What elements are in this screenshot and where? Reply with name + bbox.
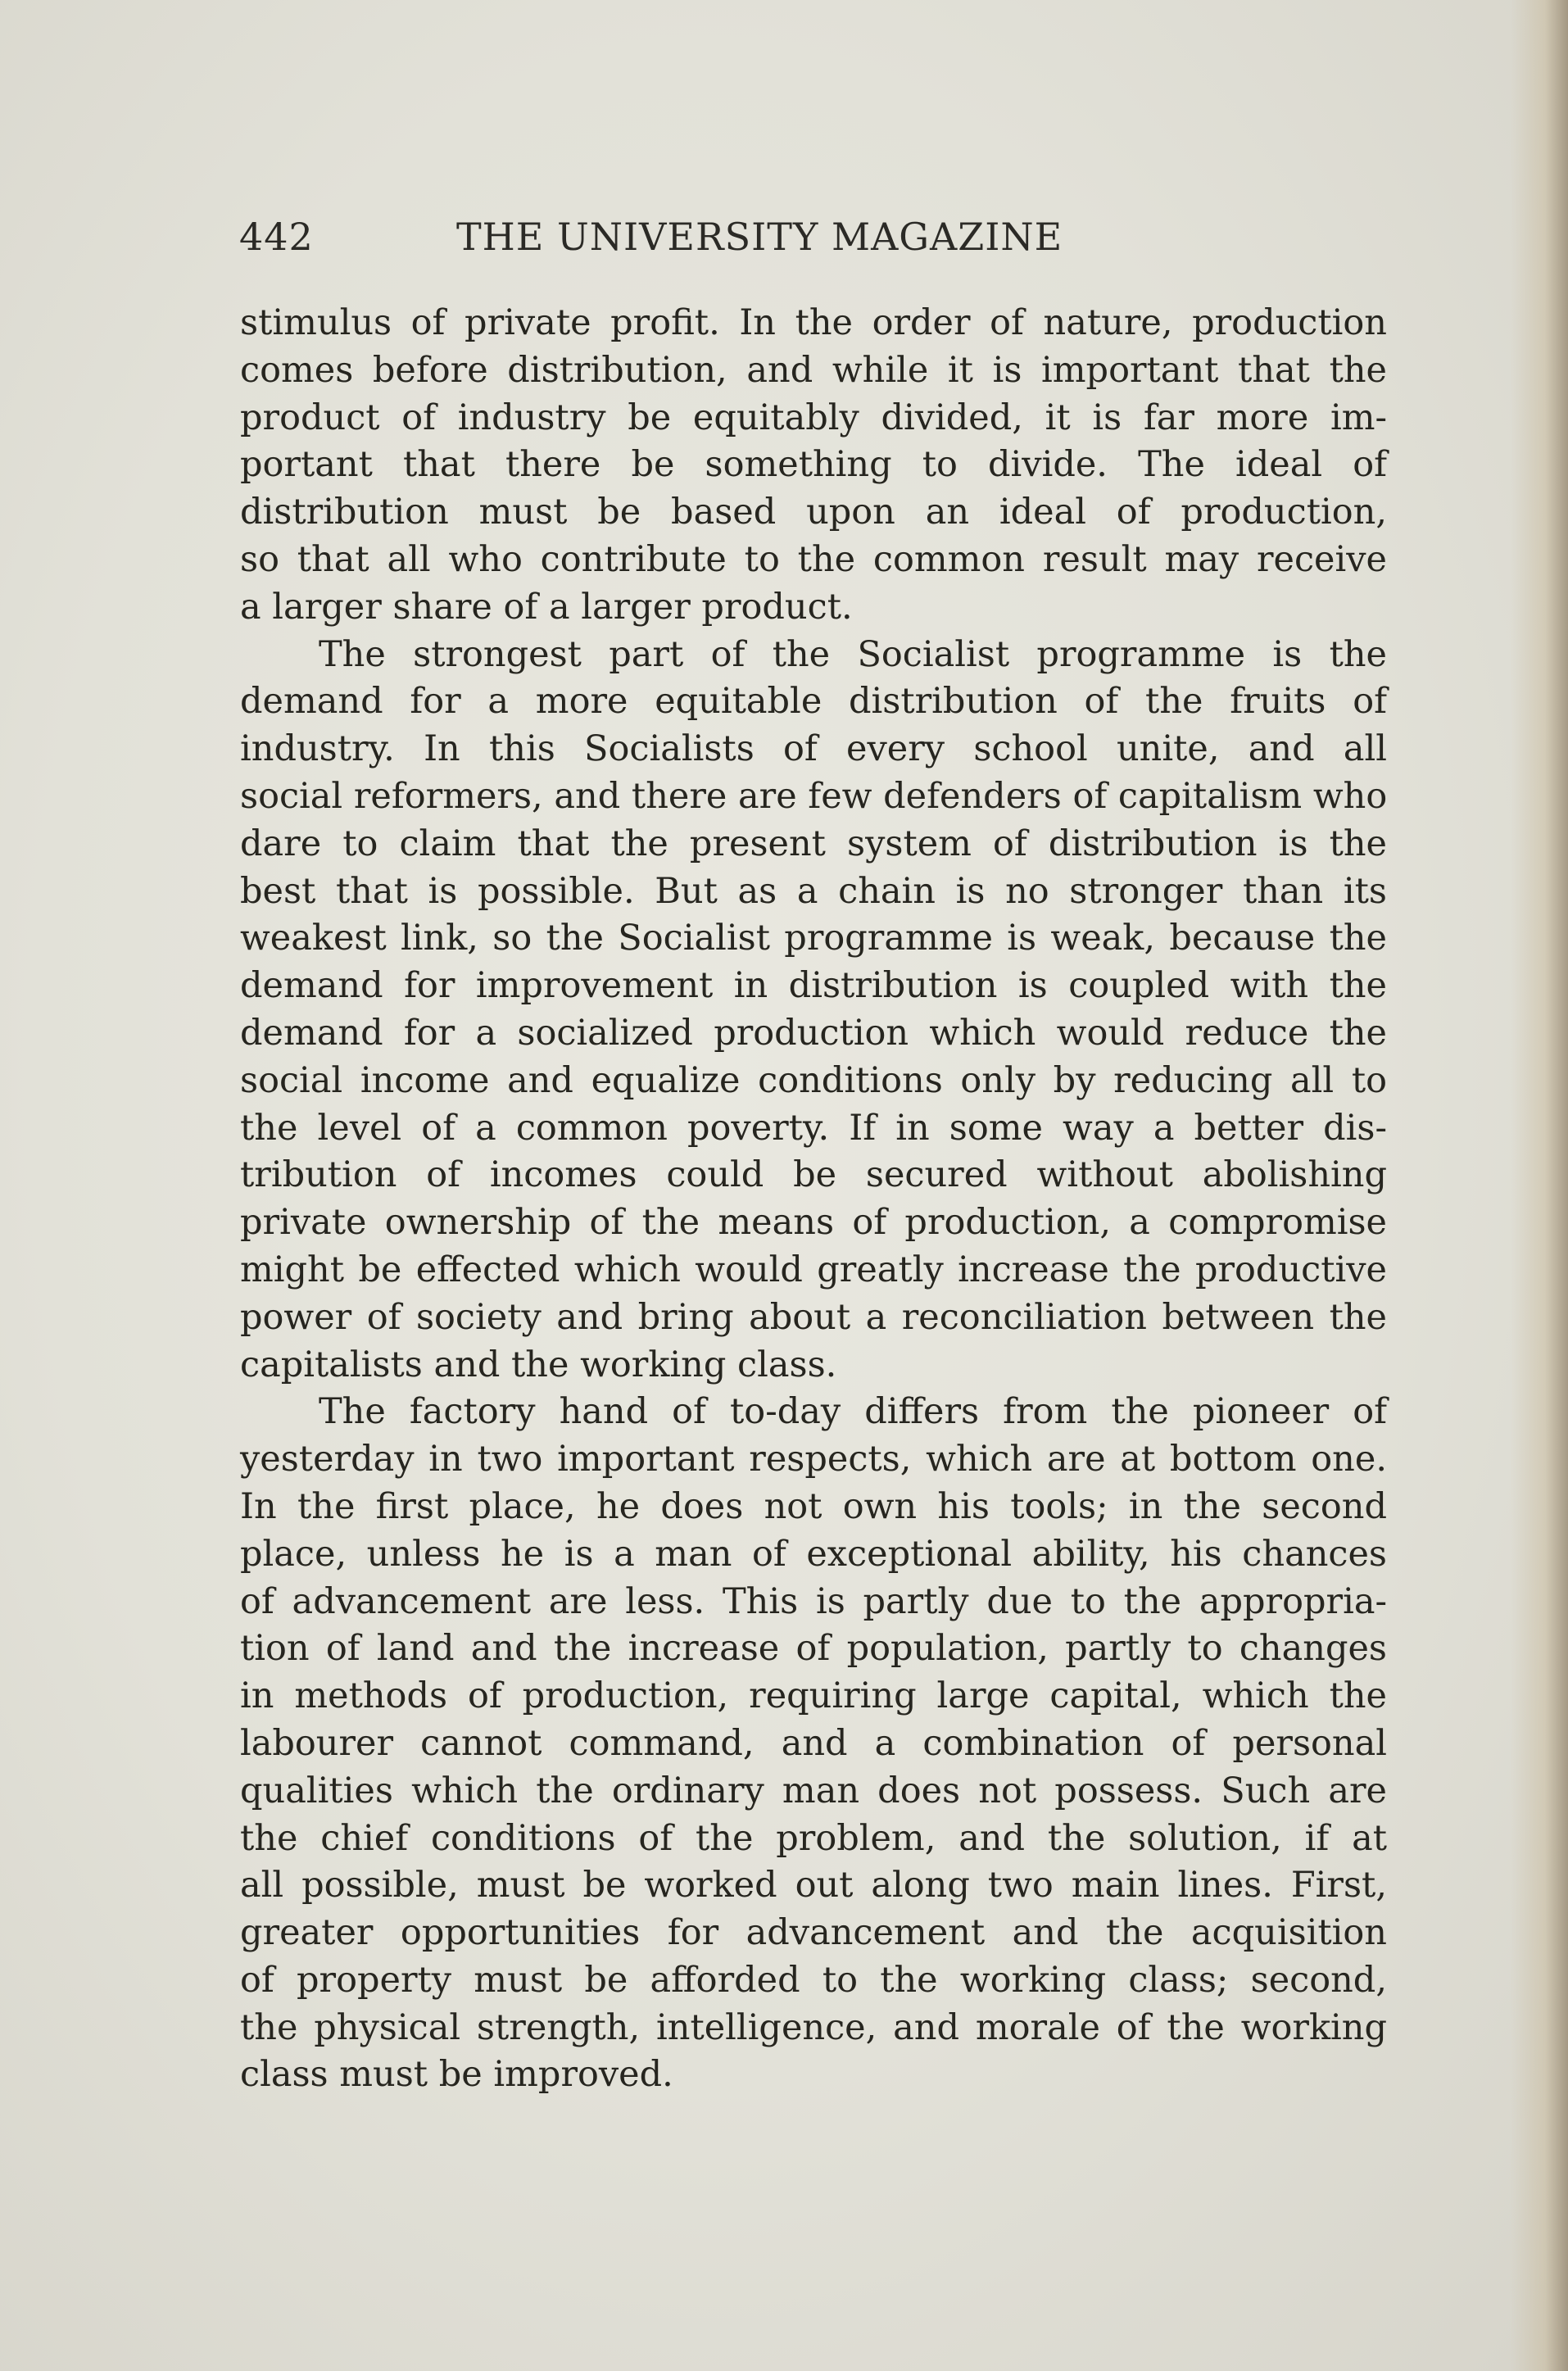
text-line: of advancement are less. This is partly due to the appropria- xyxy=(240,1580,1387,1622)
text-line: comes before distribution, and while it is important that the xyxy=(240,349,1387,391)
text-line: private ownership of the means of production, a compromise xyxy=(240,1202,1387,1244)
text-line: power of society and bring about a reconciliation between the xyxy=(240,1296,1387,1338)
text-line: weakest link, so the Socialist programme is weak, because the xyxy=(240,918,1387,959)
running-title: THE UNIVERSITY MAGAZINE xyxy=(456,215,1063,259)
text-line: tion of land and the increase of population, partly to changes xyxy=(240,1628,1387,1670)
text-line: tribution of incomes could be secured without abolishing xyxy=(240,1154,1387,1196)
text-line: dare to claim that the present system of distribution is the xyxy=(240,823,1387,864)
text-line: class must be improved. xyxy=(240,2054,673,2096)
text-line: the level of a common poverty. If in some way a better dis- xyxy=(240,1107,1387,1149)
text-line: demand for a socialized production which would reduce the xyxy=(240,1012,1387,1054)
text-line: product of industry be equitably divided, it is far more im- xyxy=(240,397,1387,438)
text-line: might be effected which would greatly increase the productive xyxy=(240,1249,1387,1290)
text-line: The strongest part of the Socialist programme is the xyxy=(319,633,1387,675)
text-line: social income and equalize conditions only by reducing all to xyxy=(240,1059,1387,1101)
text-line: capitalists and the working class. xyxy=(240,1344,837,1385)
text-line: social reformers, and there are few defenders of capitalism who xyxy=(240,775,1388,817)
body-text xyxy=(240,300,1387,2099)
page-number: 442 xyxy=(239,215,314,259)
text-line: portant that there be something to divide. The ideal of xyxy=(240,444,1387,486)
text-line: best that is possible. But as a chain is no stronger than its xyxy=(240,870,1387,912)
text-line: demand for improvement in distribution is coupled with the xyxy=(240,965,1387,1007)
text-line: a larger share of a larger product. xyxy=(240,586,853,628)
spine-shadow xyxy=(1511,0,1568,2371)
text-line: labourer cannot command, and a combination of personal xyxy=(240,1722,1387,1764)
page-header xyxy=(239,215,1394,264)
text-line: distribution must be based upon an ideal of production, xyxy=(240,492,1387,533)
text-line: in methods of production, requiring large capital, which the xyxy=(240,1675,1387,1717)
text-line: stimulus of private profit. In the order of nature, production xyxy=(240,302,1387,343)
text-line: In the first place, he does not own his tools; in the second xyxy=(240,1485,1387,1527)
text-line: the physical strength, intelligence, and morale of the working xyxy=(240,2006,1387,2048)
text-line: of property must be afforded to the working class; second, xyxy=(240,1959,1387,2001)
text-line: so that all who contribute to the common result may receive xyxy=(240,538,1387,580)
text-line: The factory hand of to-day differs from the pioneer of xyxy=(319,1391,1387,1433)
text-line: place, unless he is a man of exceptional ability, his chances xyxy=(240,1533,1387,1575)
text-line: demand for a more equitable distribution of the fruits of xyxy=(240,681,1387,723)
text-line: qualities which the ordinary man does not possess. Such are xyxy=(240,1770,1387,1811)
text-line: industry. In this Socialists of every school unite, and all xyxy=(240,728,1387,770)
text-line: greater opportunities for advancement and the acquisition xyxy=(240,1912,1387,1954)
text-line: all possible, must be worked out along two main lines. First, xyxy=(240,1865,1387,1906)
text-line: yesterday in two important respects, which are at bottom one. xyxy=(240,1439,1387,1480)
text-line: the chief conditions of the problem, and the solution, if at xyxy=(240,1817,1387,1859)
